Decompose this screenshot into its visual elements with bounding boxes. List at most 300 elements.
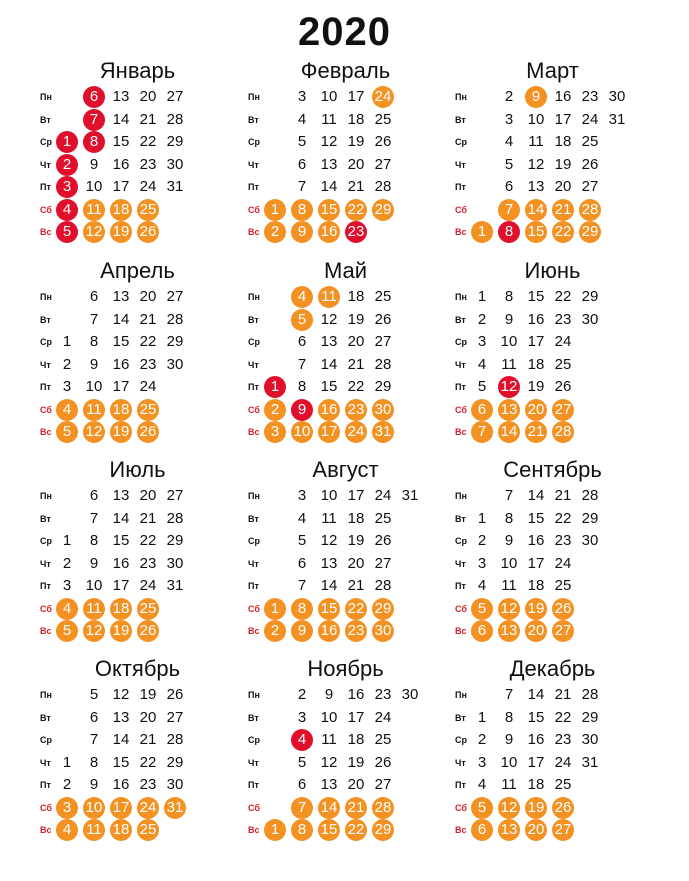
weekday-label: Ср: [455, 735, 467, 745]
weekday-label: Пт: [248, 581, 259, 591]
day-cell: 3: [56, 176, 78, 198]
day-cell: 19: [139, 686, 157, 703]
day-cell: 5: [297, 133, 307, 150]
day-cell: 27: [374, 155, 392, 173]
weekday-label: Пт: [455, 382, 466, 392]
day-cell: 25: [554, 355, 572, 373]
day-cell: 22: [347, 378, 365, 395]
day-cell: 18: [110, 399, 132, 421]
day-cell: 9: [89, 355, 99, 373]
day-cell: 13: [320, 554, 338, 572]
day-cell: 7: [471, 421, 493, 443]
day-cell: 1: [264, 376, 286, 398]
day-cell: 25: [554, 776, 572, 793]
day-cell: 26: [552, 598, 574, 620]
day-cell: 3: [297, 708, 307, 726]
weekday-label: Вс: [40, 427, 52, 437]
day-cell: 8: [498, 221, 520, 243]
day-cell: 19: [347, 753, 365, 771]
day-cell: 14: [112, 731, 130, 748]
day-cell: 22: [554, 509, 572, 527]
day-cell: 13: [112, 288, 130, 305]
day-cell: 26: [137, 421, 159, 443]
weekday-label: Сб: [455, 404, 467, 415]
day-cell: 29: [166, 753, 184, 771]
weekday-label: Ср: [248, 137, 260, 147]
day-cell: 5: [471, 598, 493, 620]
day-cell: 18: [110, 199, 132, 221]
day-cell: 21: [552, 199, 574, 221]
weekday-label: Сб: [248, 603, 260, 614]
day-cell: 13: [527, 178, 545, 195]
weekday-label: Ср: [455, 337, 467, 347]
day-cell: 16: [347, 686, 365, 703]
weekday-label: Пн: [40, 92, 52, 102]
day-cell: 25: [374, 509, 392, 527]
day-cell: 31: [164, 797, 186, 819]
day-cell: 31: [166, 178, 184, 195]
day-cell: 30: [581, 731, 599, 748]
day-cell: 31: [401, 487, 419, 504]
day-cell: 6: [89, 708, 99, 726]
weekday-label: Пт: [40, 780, 51, 790]
day-cell: 26: [374, 310, 392, 328]
day-cell: 27: [374, 333, 392, 350]
day-cell: 31: [166, 577, 184, 594]
weekday-label: Вт: [248, 513, 259, 524]
day-cell: 24: [374, 487, 392, 504]
day-cell: 1: [62, 753, 72, 771]
day-cell: 14: [112, 310, 130, 328]
day-cell: 5: [291, 309, 313, 331]
day-cell: 30: [372, 399, 394, 421]
day-cell: 2: [62, 355, 72, 373]
day-cell: 22: [139, 753, 157, 771]
day-cell: 6: [297, 155, 307, 173]
day-cell: 19: [347, 310, 365, 328]
weekday-label: Пн: [248, 690, 260, 700]
day-cell: 17: [347, 88, 365, 105]
day-cell: 14: [320, 178, 338, 195]
weekday-label: Пт: [40, 581, 51, 591]
month-name: Январь: [99, 58, 176, 83]
day-cell: 8: [504, 708, 514, 726]
weekday-label: Вт: [248, 114, 259, 125]
day-cell: 27: [552, 399, 574, 421]
weekday-label: Вс: [248, 626, 260, 636]
day-cell: 1: [62, 532, 72, 549]
day-cell: 12: [498, 598, 520, 620]
weekday-label: Пт: [40, 182, 51, 192]
day-cell: 29: [372, 598, 394, 620]
day-cell: 20: [525, 620, 547, 642]
day-cell: 25: [554, 577, 572, 594]
weekday-label: Вт: [455, 712, 466, 723]
day-cell: 16: [527, 532, 545, 549]
day-cell: 29: [166, 532, 184, 549]
day-cell: 30: [166, 554, 184, 572]
day-cell: 4: [56, 598, 78, 620]
day-cell: 15: [318, 598, 340, 620]
day-cell: 7: [89, 731, 99, 748]
day-cell: 19: [525, 598, 547, 620]
weekday-label: Сб: [40, 404, 52, 415]
day-cell: 18: [347, 509, 365, 527]
day-cell: 14: [318, 797, 340, 819]
weekday-label: Пт: [455, 780, 466, 790]
weekday-label: Сб: [248, 404, 260, 415]
day-cell: 3: [62, 577, 72, 594]
day-cell: 8: [89, 753, 99, 771]
day-cell: 28: [579, 199, 601, 221]
day-cell: 29: [166, 133, 184, 150]
day-cell: 20: [347, 554, 365, 572]
weekday-label: Чт: [40, 359, 51, 370]
day-cell: 9: [89, 554, 99, 572]
day-cell: 13: [320, 776, 338, 793]
weekday-label: Вт: [455, 314, 466, 325]
month-name: Август: [312, 457, 379, 482]
day-cell: 12: [527, 155, 545, 173]
day-cell: 8: [291, 199, 313, 221]
day-cell: 5: [56, 620, 78, 642]
day-cell: 1: [477, 288, 487, 305]
day-cell: 11: [321, 110, 337, 128]
day-cell: 18: [527, 577, 545, 594]
month-name: Апрель: [100, 258, 175, 283]
day-cell: 24: [554, 753, 572, 771]
day-cell: 30: [166, 776, 184, 793]
day-cell: 11: [83, 199, 105, 221]
weekday-label: Пн: [455, 491, 467, 501]
day-cell: 21: [345, 797, 367, 819]
day-cell: 17: [112, 577, 130, 594]
weekday-label: Ср: [455, 536, 467, 546]
weekday-label: Вс: [455, 227, 467, 237]
weekday-label: Сб: [455, 802, 467, 813]
day-cell: 7: [297, 577, 307, 594]
day-cell: 30: [166, 355, 184, 373]
day-cell: 16: [527, 731, 545, 748]
day-cell: 25: [137, 399, 159, 421]
day-cell: 27: [552, 819, 574, 841]
day-cell: 9: [504, 731, 514, 748]
day-cell: 4: [291, 286, 313, 308]
day-cell: 25: [137, 199, 159, 221]
month-name: Декабрь: [509, 656, 596, 681]
day-cell: 9: [504, 532, 514, 549]
day-cell: 15: [527, 288, 545, 305]
day-cell: 8: [297, 378, 307, 395]
day-cell: 6: [89, 288, 99, 305]
day-cell: 24: [554, 554, 572, 572]
day-cell: 19: [527, 378, 545, 395]
weekday-label: Пт: [248, 780, 259, 790]
day-cell: 25: [374, 288, 392, 305]
weekday-label: Вт: [40, 314, 51, 325]
day-cell: 18: [347, 110, 365, 128]
day-cell: 10: [320, 487, 338, 504]
day-cell: 2: [264, 399, 286, 421]
month-name: Сентябрь: [503, 457, 602, 482]
weekday-label: Вс: [40, 825, 52, 835]
day-cell: 28: [552, 421, 574, 443]
day-cell: 17: [347, 708, 365, 726]
month-name: Февраль: [300, 58, 391, 83]
day-cell: 11: [318, 286, 340, 308]
day-cell: 2: [297, 686, 307, 703]
day-cell: 24: [374, 708, 392, 726]
day-cell: 13: [498, 620, 520, 642]
day-cell: 15: [318, 819, 340, 841]
day-cell: 14: [320, 355, 338, 373]
day-cell: 5: [471, 797, 493, 819]
day-cell: 11: [321, 731, 337, 748]
day-cell: 4: [291, 729, 313, 751]
day-cell: 27: [166, 708, 184, 726]
day-cell: 2: [477, 731, 487, 748]
day-cell: 12: [83, 421, 105, 443]
day-cell: 15: [527, 509, 545, 527]
day-cell: 28: [166, 509, 184, 527]
day-cell: 12: [320, 133, 338, 150]
day-cell: 16: [318, 620, 340, 642]
day-cell: 8: [291, 598, 313, 620]
day-cell: 17: [110, 797, 132, 819]
day-cell: 18: [347, 288, 365, 305]
day-cell: 24: [139, 378, 157, 395]
weekday-label: Чт: [455, 757, 466, 768]
day-cell: 25: [374, 110, 392, 128]
day-cell: 29: [579, 221, 601, 243]
day-cell: 12: [320, 532, 338, 549]
day-cell: 3: [62, 378, 72, 395]
day-cell: 22: [345, 199, 367, 221]
month-name: Июнь: [524, 258, 581, 283]
day-cell: 5: [56, 221, 78, 243]
day-cell: 1: [62, 333, 72, 350]
day-cell: 17: [527, 333, 545, 350]
day-cell: 17: [527, 753, 545, 771]
day-cell: 12: [83, 221, 105, 243]
weekday-label: Ср: [40, 536, 52, 546]
day-cell: 5: [297, 532, 307, 549]
day-cell: 19: [525, 797, 547, 819]
day-cell: 3: [477, 753, 487, 771]
day-cell: 6: [83, 86, 105, 108]
day-cell: 10: [320, 88, 338, 105]
day-cell: 23: [554, 310, 572, 328]
day-cell: 24: [581, 110, 599, 128]
day-cell: 28: [581, 487, 599, 504]
day-cell: 2: [477, 310, 487, 328]
day-cell: 3: [504, 110, 514, 128]
day-cell: 16: [554, 88, 572, 105]
day-cell: 13: [320, 155, 338, 173]
weekday-label: Чт: [40, 757, 51, 768]
day-cell: 29: [581, 509, 599, 527]
weekday-label: Вт: [455, 114, 466, 125]
day-cell: 23: [345, 399, 367, 421]
day-cell: 27: [581, 178, 599, 195]
day-cell: 29: [581, 708, 599, 726]
day-cell: 6: [471, 620, 493, 642]
day-cell: 5: [89, 686, 99, 703]
weekday-label: Чт: [248, 359, 259, 370]
day-cell: 15: [525, 221, 547, 243]
day-cell: 28: [374, 178, 392, 195]
day-cell: 11: [321, 509, 337, 527]
weekday-label: Ср: [455, 137, 467, 147]
weekday-label: Ср: [40, 137, 52, 147]
day-cell: 16: [112, 776, 130, 793]
day-cell: 4: [56, 199, 78, 221]
day-cell: 29: [166, 333, 184, 350]
day-cell: 31: [608, 110, 626, 128]
day-cell: 27: [374, 554, 392, 572]
day-cell: 3: [56, 797, 78, 819]
day-cell: 16: [112, 554, 130, 572]
day-cell: 5: [504, 155, 514, 173]
day-cell: 7: [498, 199, 520, 221]
day-cell: 6: [297, 333, 307, 350]
day-cell: 23: [345, 221, 367, 243]
day-cell: 30: [401, 686, 419, 703]
day-cell: 20: [554, 178, 572, 195]
day-cell: 6: [297, 554, 307, 572]
day-cell: 3: [297, 487, 307, 504]
day-cell: 6: [504, 178, 514, 195]
day-cell: 28: [374, 577, 392, 594]
day-cell: 19: [110, 620, 132, 642]
day-cell: 26: [374, 532, 392, 549]
day-cell: 25: [374, 731, 392, 748]
day-cell: 9: [291, 221, 313, 243]
day-cell: 16: [112, 355, 130, 373]
day-cell: 28: [166, 310, 184, 328]
day-cell: 23: [581, 88, 599, 105]
day-cell: 13: [498, 399, 520, 421]
day-cell: 10: [500, 333, 518, 350]
day-cell: 23: [554, 532, 572, 549]
day-cell: 11: [83, 819, 105, 841]
month-name: Март: [526, 58, 579, 83]
day-cell: 7: [297, 178, 307, 195]
weekday-label: Ср: [40, 735, 52, 745]
day-cell: 20: [347, 155, 365, 173]
weekday-label: Пн: [455, 690, 467, 700]
weekday-label: Вс: [455, 825, 467, 835]
day-cell: 7: [504, 686, 514, 703]
weekday-label: Пт: [40, 382, 51, 392]
day-cell: 8: [504, 288, 514, 305]
weekday-label: Сб: [455, 603, 467, 614]
day-cell: 28: [166, 110, 184, 128]
day-cell: 9: [291, 620, 313, 642]
day-cell: 20: [139, 288, 157, 305]
weekday-label: Пн: [248, 92, 260, 102]
day-cell: 10: [527, 110, 545, 128]
day-cell: 20: [525, 399, 547, 421]
day-cell: 26: [166, 686, 184, 703]
day-cell: 14: [525, 199, 547, 221]
day-cell: 12: [498, 797, 520, 819]
day-cell: 26: [552, 797, 574, 819]
weekday-label: Сб: [455, 204, 467, 215]
weekday-label: Чт: [455, 558, 466, 569]
day-cell: 18: [110, 598, 132, 620]
day-cell: 31: [581, 753, 599, 771]
day-cell: 10: [500, 554, 518, 572]
day-cell: 5: [56, 421, 78, 443]
day-cell: 6: [471, 819, 493, 841]
day-cell: 8: [504, 509, 514, 527]
day-cell: 15: [527, 708, 545, 726]
day-cell: 22: [139, 133, 157, 150]
day-cell: 21: [139, 110, 157, 128]
day-cell: 29: [372, 819, 394, 841]
day-cell: 15: [112, 753, 130, 771]
day-cell: 9: [504, 310, 514, 328]
weekday-label: Вс: [248, 825, 260, 835]
day-cell: 5: [297, 753, 307, 771]
day-cell: 1: [477, 509, 487, 527]
day-cell: 9: [324, 686, 334, 703]
day-cell: 24: [139, 178, 157, 195]
weekday-label: Сб: [248, 802, 260, 813]
day-cell: 21: [347, 577, 365, 594]
weekday-label: Вт: [40, 114, 51, 125]
day-cell: 12: [320, 753, 338, 771]
day-cell: 24: [137, 797, 159, 819]
day-cell: 10: [85, 577, 103, 594]
day-cell: 25: [137, 819, 159, 841]
day-cell: 17: [112, 178, 130, 195]
day-cell: 24: [372, 86, 394, 108]
day-cell: 27: [166, 88, 184, 105]
day-cell: 18: [554, 133, 572, 150]
weekday-label: Пн: [40, 292, 52, 302]
weekday-label: Сб: [40, 204, 52, 215]
day-cell: 19: [110, 221, 132, 243]
day-cell: 21: [139, 731, 157, 748]
day-cell: 10: [291, 421, 313, 443]
day-cell: 18: [347, 731, 365, 748]
day-cell: 22: [554, 708, 572, 726]
day-cell: 24: [345, 421, 367, 443]
weekday-label: Вт: [455, 513, 466, 524]
month-name: Июль: [109, 457, 166, 482]
day-cell: 12: [320, 310, 338, 328]
day-cell: 2: [264, 221, 286, 243]
day-cell: 7: [89, 509, 99, 527]
day-cell: 27: [552, 620, 574, 642]
day-cell: 17: [112, 378, 130, 395]
weekday-label: Пн: [455, 292, 467, 302]
day-cell: 20: [347, 776, 365, 793]
day-cell: 20: [525, 819, 547, 841]
day-cell: 23: [374, 686, 392, 703]
day-cell: 8: [89, 333, 99, 350]
weekday-label: Пн: [40, 690, 52, 700]
day-cell: 22: [139, 532, 157, 549]
day-cell: 17: [527, 554, 545, 572]
day-cell: 4: [56, 819, 78, 841]
day-cell: 26: [581, 155, 599, 173]
day-cell: 28: [372, 797, 394, 819]
day-cell: 2: [62, 554, 72, 572]
day-cell: 28: [581, 686, 599, 703]
